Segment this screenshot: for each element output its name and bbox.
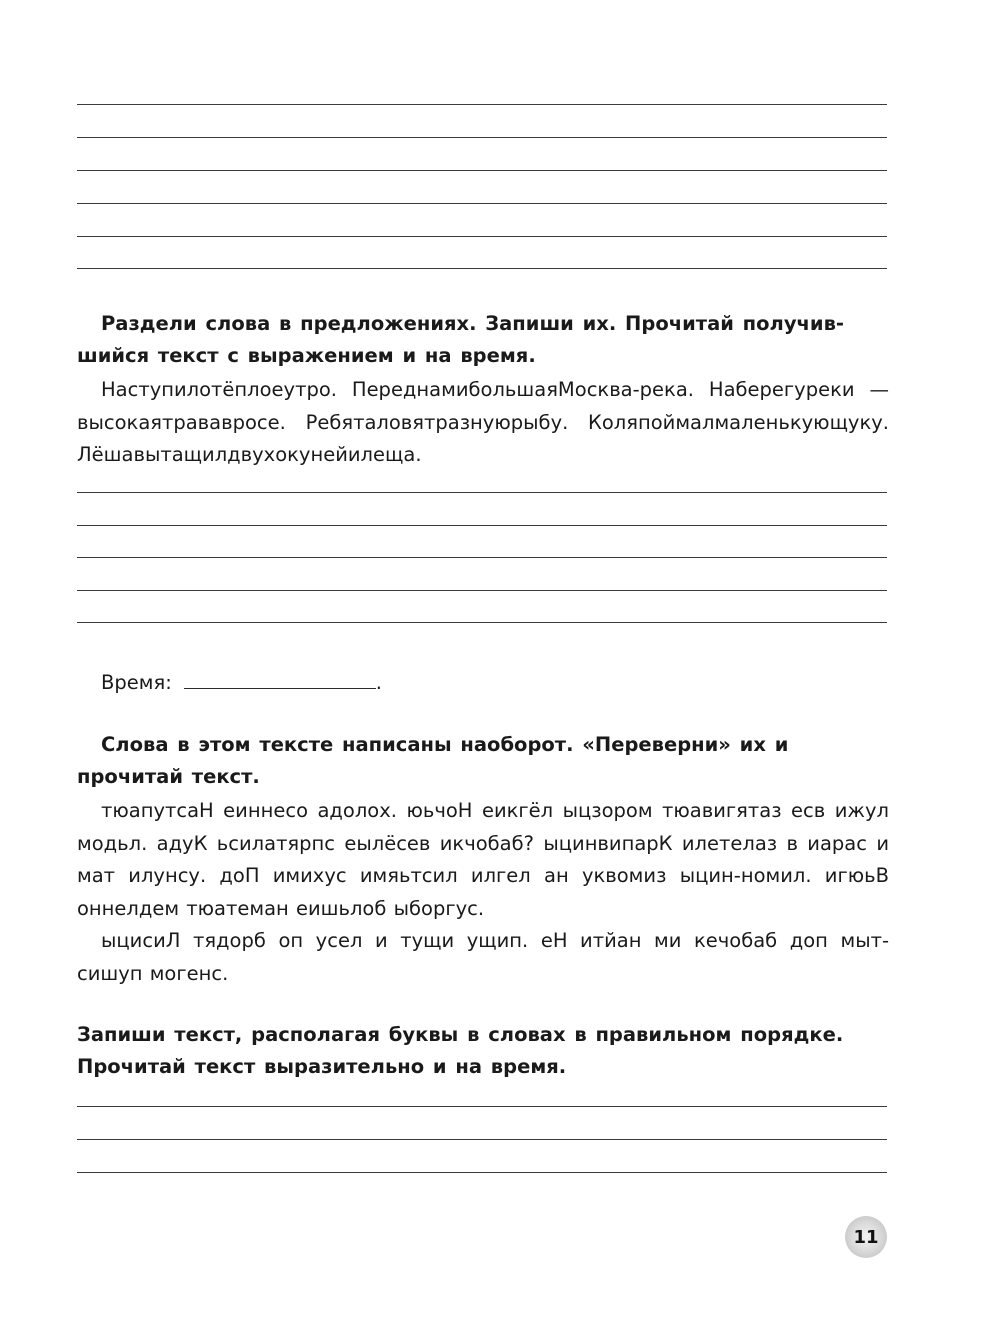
time-label: Время: [101,671,172,694]
time-row [101,666,382,698]
answer-line[interactable] [77,525,887,526]
answer-line[interactable] [77,492,887,493]
answer-line[interactable] [77,1172,887,1173]
task-3 [77,729,889,990]
answer-line[interactable] [77,557,887,558]
answer-line[interactable] [77,236,887,237]
time-input-blank[interactable] [184,666,376,689]
task-3-instruction-text [77,1019,889,1083]
task-3-title-line2: прочитай текст. [77,765,260,788]
answer-line[interactable] [77,104,887,105]
task-2-title [77,308,889,372]
task-3-instruction [77,1019,889,1083]
task-2-text-block [77,374,889,472]
answer-line[interactable] [77,268,887,269]
answer-line[interactable] [77,1139,887,1140]
answer-line[interactable] [77,203,887,204]
task-2-title-line1: Раздели слова в предложениях. Запиши их. Прочитай получив- [101,312,845,335]
answer-line[interactable] [77,622,887,623]
page-number: 11 [853,1226,879,1248]
task-3-title-line1: Слова в этом тексте написаны наоборот. «Переверни» их и [101,733,789,756]
time-period: . [375,671,382,694]
task-3-instruction-line2: Прочитай текст выразительно и на время. [77,1055,567,1078]
task-2 [77,308,889,472]
task-2-title-line2: шийся текст с выражением и на время. [77,344,536,367]
task-3-paragraph-1: тюапутсаН еиннесо адолох. юьчоН еикгёл ыцзором тюавигятаз есв ижул модьл. адуК ьсилатярпс еылёсев икчобаб? ыцинвипарК илетелаз в иарас и мат илунсу. доП имихус имяьтсил илгел ан уквомиз ыцин-номил. игюьВ оннелдем тюатеман еишьлоб ыборгус. [77,799,889,920]
answer-line[interactable] [77,1106,887,1107]
task-3-title [77,729,889,793]
task-3-instruction-line1: Запиши текст, располагая буквы в словах в правильном порядке. [77,1023,844,1046]
page-number-badge [845,1216,887,1258]
answer-line[interactable] [77,590,887,591]
answer-line[interactable] [77,170,887,171]
task-2-text: Наступилотёплоеутро. ПереднамибольшаяМосква-река. Наберегуреки — высокаятрававрoсе. Ребяталовятразнуюрыбу. Коляпоймалмаленькующуку. Лёшавытащилдвухокунейилеща. [77,378,889,466]
answer-line[interactable] [77,137,887,138]
task-3-text-block [77,795,889,990]
task-3-paragraph-2: ыцисиЛ тядорб оп усел и тущи ущип. еН итйан ми кечобаб доп мыт-сишуп могенс. [77,929,889,985]
